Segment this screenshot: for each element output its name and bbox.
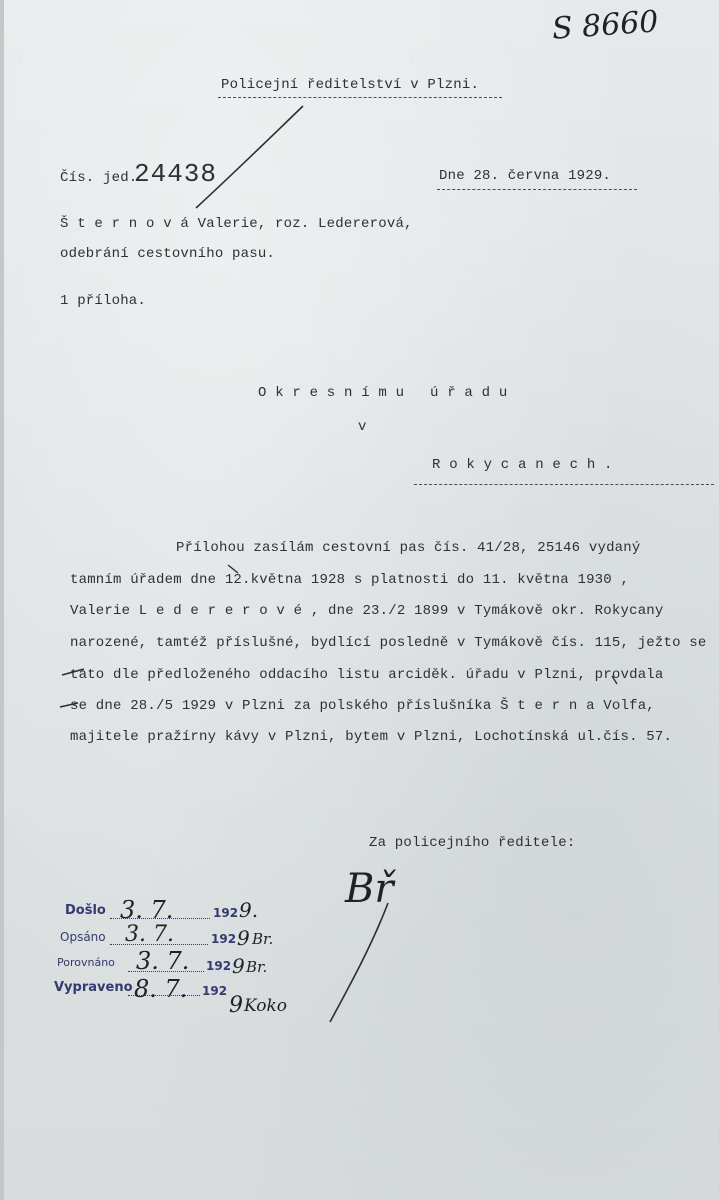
pen-diagonal-stroke bbox=[196, 106, 303, 208]
stamp-year-dispatched: 192 bbox=[202, 984, 228, 998]
stamp-year-hand-dispatched: 9 bbox=[229, 993, 243, 1018]
strike-through-se bbox=[60, 703, 78, 707]
signature-tail-stroke bbox=[330, 903, 388, 1022]
subject-matter: odebrání cestovního pasu. bbox=[60, 246, 276, 262]
stamp-year-hand-copied: 9 bbox=[237, 926, 250, 950]
archive-mark: S 8660 bbox=[550, 4, 660, 47]
stamp-hand-dispatched: 8. 7. bbox=[134, 975, 188, 1003]
body-line-4: narozené, tamtéž příslušné, bydlící posledně v Tymákově čís. 115, ježto se bbox=[70, 635, 707, 651]
recipient-preposition: v bbox=[358, 419, 367, 435]
stamp-label-dispatched: Vypraveno bbox=[54, 980, 133, 995]
stamp-initials-dispatched: Koko bbox=[244, 996, 288, 1016]
body-line-7: majitele pražírny kávy v Plzni, bytem v Plzni, Lochotínská ul.čís. 57. bbox=[70, 729, 673, 745]
office-heading: Policejní ředitelství v Plzni. bbox=[221, 77, 480, 93]
recipient-town: R o k y c a n e c h . bbox=[432, 457, 613, 473]
strike-through-tato bbox=[62, 669, 84, 675]
stamp-year-compared: 192 bbox=[206, 959, 232, 973]
reference-number: 24438 bbox=[134, 159, 218, 189]
body-line-5: tato dle předloženého oddacího listu arciděk. úřadu v Plzni, provdala bbox=[70, 667, 664, 683]
stamp-label-compared: Porovnáno bbox=[57, 956, 115, 969]
stamp-hand-compared: 3. 7. bbox=[136, 947, 190, 975]
body-line-1: Přílohou zasílám cestovní pas čís. 41/28, 25146 vydaný bbox=[176, 540, 641, 556]
stamp-year-copied: 192 bbox=[211, 932, 237, 946]
stamp-label-received: Došlo bbox=[65, 903, 106, 918]
stamp-initials-compared: Br. bbox=[246, 958, 268, 976]
recipient-office: O k r e s n í m u ú ř a d u bbox=[258, 385, 508, 401]
subject-name: Š t e r n o v á Valerie, roz. Ledererová, bbox=[60, 216, 413, 232]
attachment-note: 1 příloha. bbox=[60, 293, 147, 309]
pen-correction-mark bbox=[228, 565, 238, 573]
signature-caption: Za policejního ředitele: bbox=[369, 835, 576, 851]
letter-date: Dne 28. června 1929. bbox=[439, 168, 612, 184]
stamp-hand-received: 3. 7. bbox=[120, 896, 174, 924]
stamp-initials-copied: Br. bbox=[252, 930, 274, 948]
body-line-2: tamním úřadem dne 12.května 1928 s platnosti do 11. května 1930 , bbox=[70, 572, 630, 588]
signature-initials: Bř bbox=[345, 866, 394, 912]
body-line-6: se dne 28./5 1929 v Plzni za polského příslušníka Š t e r n a Volfa, bbox=[70, 698, 655, 714]
reference-prefix: Čís. jed. bbox=[60, 170, 138, 186]
body-line-3: Valerie L e d e r e r o v é , dne 23./2 1899 v Tymákově okr. Rokycany bbox=[70, 603, 664, 619]
stamp-label-copied: Opsáno bbox=[60, 930, 106, 944]
stamp-year-hand-compared: 9 bbox=[232, 954, 245, 978]
comma-mark bbox=[612, 676, 617, 684]
stamp-year-received: 192 bbox=[213, 906, 239, 920]
stamp-hand-copied: 3. 7. bbox=[125, 922, 174, 947]
stamp-year-hand-received: 9. bbox=[239, 898, 259, 922]
